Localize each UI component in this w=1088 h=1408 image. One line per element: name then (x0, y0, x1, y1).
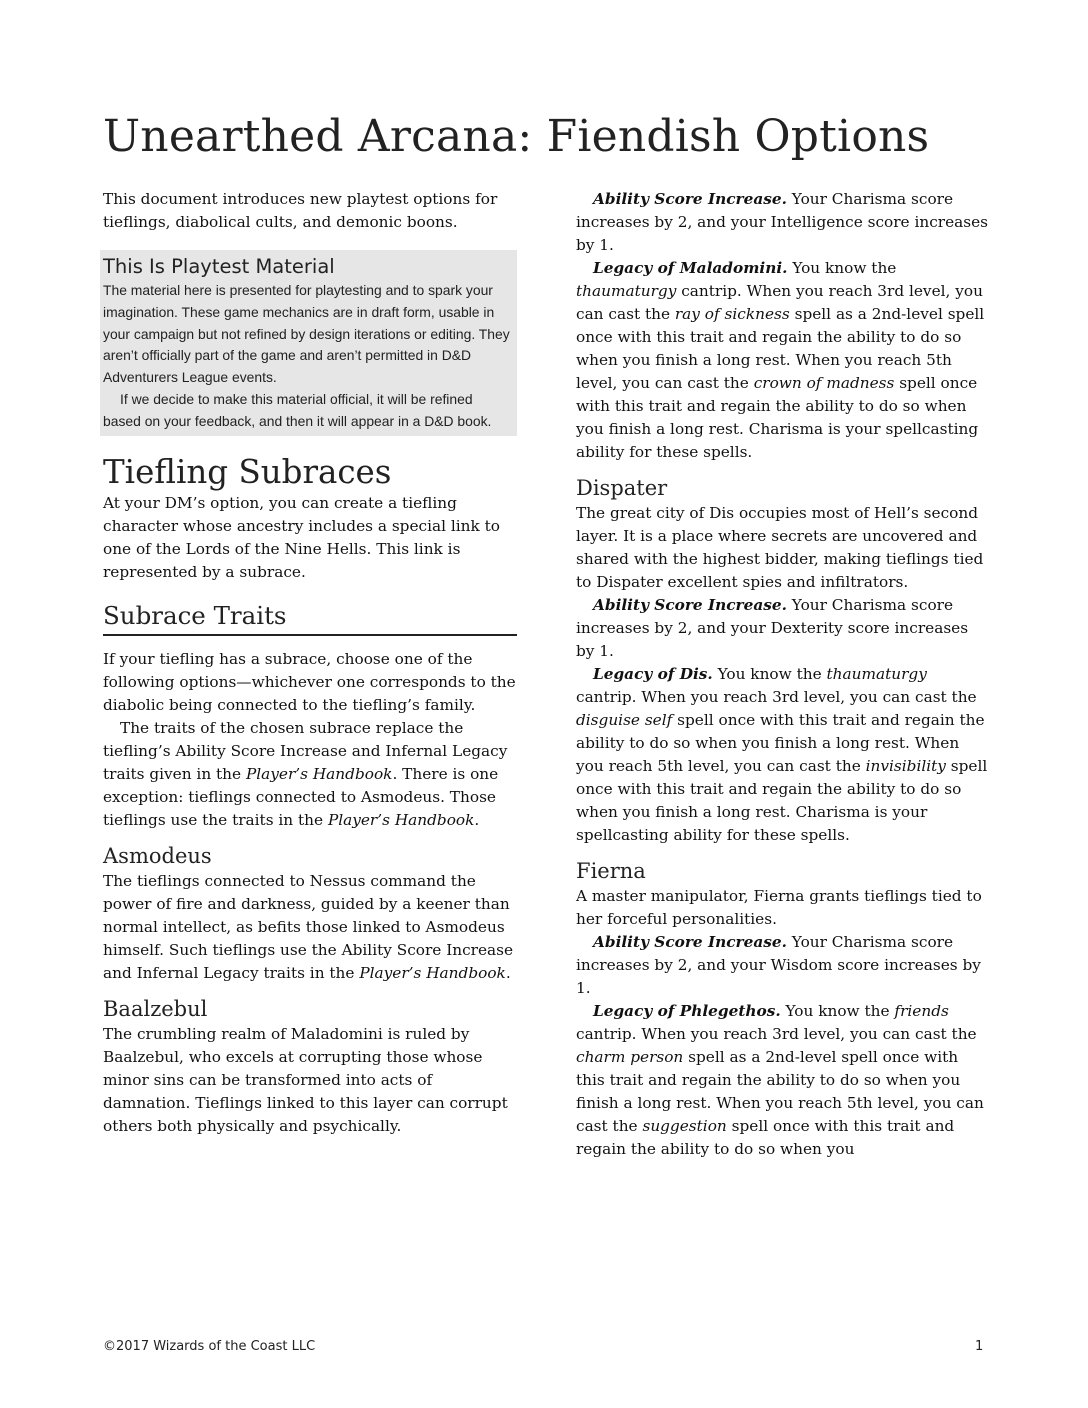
book-reference: Player’s Handbook (245, 764, 393, 783)
spell-name: charm person (576, 1048, 684, 1066)
sidebar-title: This Is Playtest Material (103, 255, 335, 278)
spell-name: friends (894, 1002, 949, 1020)
trait-label: Ability Score Increase. (593, 933, 787, 951)
baalzebul-legacy-trait: Legacy of Maladomini. You know the thaumaturgy cantrip. When you reach 3rd level, you can cast the ray of sickness spell as a 2nd-level spell once with this trait and regain the ability to do so when you finish a long rest. When you reach 5th level, you can cast the crown of madness spell once with this trait and regain the ability to do so when you finish a long rest. Charisma is your spellcasting ability for these spells. (576, 259, 985, 461)
book-reference: Player’s Handbook (359, 963, 506, 982)
trait-label: Ability Score Increase. (593, 190, 787, 208)
document-title: Unearthed Arcana: Fiendish Options (103, 111, 930, 162)
spell-name: thaumaturgy (576, 282, 677, 300)
tiefling-subraces-paragraph: At your DM’s option, you can create a tiefling character whose ancestry includes a special link to one of the Lords of the Nine Hells. This link is represented by a subrace. (103, 493, 500, 581)
trait-label: Ability Score Increase. (593, 596, 787, 614)
playtest-sidebar (100, 250, 517, 436)
section-heading-subrace-traits: Subrace Traits (103, 600, 517, 636)
footer-page-number: 1 (975, 1339, 984, 1354)
fierna-legacy-trait: Legacy of Phlegethos. You know the friends cantrip. When you reach 3rd level, you can cast the charm person spell as a 2nd-level spell once with this trait and regain the ability to do so when you finish a long rest. When you reach 5th level, you can cast the suggestion spell once with this trait and regain the ability to do so when you (576, 1002, 984, 1158)
subrace-heading-asmodeus: Asmodeus (103, 843, 212, 868)
spell-name: suggestion (642, 1117, 727, 1135)
baalzebul-paragraph: The crumbling realm of Maladomini is ruled by Baalzebul, who excels at corrupting those whose minor sins can be transformed into acts of damnation. Tieflings linked to this layer can corrupt others both physically and psychically. (103, 1024, 508, 1135)
sidebar-paragraph: The material here is presented for playtesting and to spark your imagination. These game mechanics are in draft form, usable in your campaign but not refined by design iterations or editing. They aren’t officially part of the game and aren’t permitted in D&D Adventurers League events. (103, 282, 510, 386)
fierna-asi-trait: Ability Score Increase. Your Charisma score increases by 2, and your Wisdom score increases by 1. (576, 933, 981, 997)
subrace-heading-baalzebul: Baalzebul (103, 996, 208, 1021)
spell-name: invisibility (865, 757, 946, 775)
subrace-traits-paragraph: If your tiefling has a subrace, choose one of the following options—whichever one corresponds to the diabolic being connected to the tiefling’s family. (103, 649, 516, 714)
fierna-paragraph: A master manipulator, Fierna grants tieflings tied to her forceful personalities. (576, 887, 982, 928)
intro-paragraph: This document introduces new playtest options for tieflings, diabolical cults, and demonic boons. (103, 190, 498, 231)
asmodeus-paragraph: The tieflings connected to Nessus command the power of fire and darkness, guided by a keener than normal intellect, as befits those linked to Asmodeus himself. Such tieflings use the Ability Score Increase and Infernal Legacy traits in the Player’s Handbook. (103, 871, 514, 982)
right-column (576, 188, 990, 1161)
footer-copyright: ©2017 Wizards of the Coast LLC (103, 1339, 316, 1354)
dispater-legacy-trait: Legacy of Dis. You know the thaumaturgy cantrip. When you reach 3rd level, you can cast the disguise self spell once with this trait and regain the ability to do so when you finish a long rest. When you reach 5th level, you can cast the invisibility spell once with this trait and regain the ability to do so when you finish a long rest. Charisma is your spellcasting ability for these spells. (576, 665, 988, 844)
dispater-asi-trait: Ability Score Increase. Your Charisma score increases by 2, and your Dexterity score increases by 1. (576, 596, 969, 660)
sidebar-paragraph: If we decide to make this material official, it will be refined based on your feedback, and then it will appear in a D&D book. (103, 390, 492, 429)
baalzebul-asi-trait: Ability Score Increase. Your Charisma score increases by 2, and your Intelligence score increases by 1. (576, 190, 989, 254)
dispater-paragraph: The great city of Dis occupies most of Hell’s second layer. It is a place where secrets are uncovered and shared with the highest bidder, making tieflings tied to Dispater excellent spies and infiltrators. (576, 504, 984, 591)
subrace-heading-fierna: Fierna (576, 859, 646, 883)
trait-label: Legacy of Maladomini. (593, 259, 788, 277)
left-column (103, 188, 517, 1138)
spell-name: crown of madness (753, 374, 895, 392)
spell-name: ray of sickness (674, 305, 790, 323)
subrace-traits-paragraph-2: The traits of the chosen subrace replace the tiefling’s Ability Score Increase and Infernal Legacy traits given in the Player’s Handbook. There is one exception: tieflings connected to Asmodeus. Those tieflings use the traits in the Player’s Handbook. (103, 718, 508, 829)
section-heading-tiefling-subraces: Tiefling Subraces (103, 452, 392, 491)
subrace-heading-dispater: Dispater (576, 476, 668, 500)
book-reference: Player’s Handbook (327, 810, 475, 829)
trait-label: Legacy of Dis. (593, 665, 713, 683)
trait-label: Legacy of Phlegethos. (593, 1002, 781, 1020)
spell-name: thaumaturgy (826, 665, 927, 683)
spell-name: disguise self (576, 711, 673, 729)
